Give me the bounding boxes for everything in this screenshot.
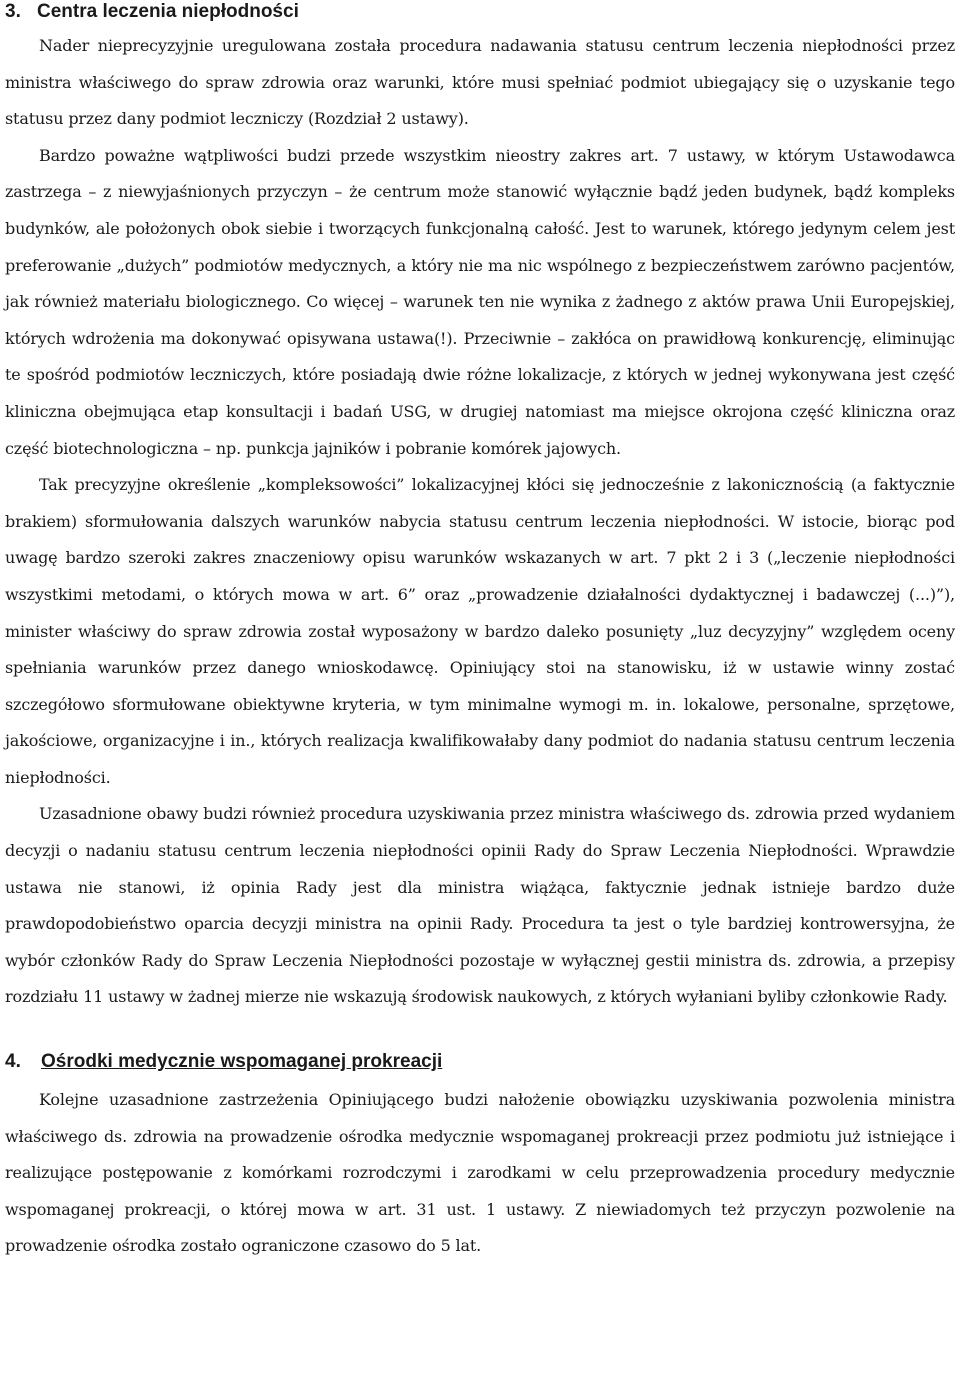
section-3-paragraph-4: Uzasadnione obawy budzi również procedura uzyskiwania przez ministra właściwego ds. zdrowia przed wydaniem decyzji o nadaniu statusu centrum leczenia niepłodności opinii Rady do Spraw Leczenia Niepłodności. Wprawdzie ustawa nie stanowi, iż opinia Rady jest dla ministra wiążąca, faktycznie jednak istnieje bardzo duże prawdopodobieństwo oparcia decyzji ministra na opinii Rady. Procedura ta jest o tyle bardziej kontrowersyjna, że wybór członków Rady do Spraw Leczenia Niepłodności pozostaje w wyłącznej gestii ministra ds. zdrowia, a przepisy rozdziału 11 ustawy w żadnej mierze nie wskazują środowisk naukowych, z których wyłaniani byliby członkowie Rady. xyxy=(5,804,955,1007)
section-4-heading xyxy=(5,1050,955,1074)
section-3-heading xyxy=(5,0,955,24)
document-page xyxy=(5,0,955,1265)
section-4-title: Ośrodki medycznie wspomaganej prokreacji xyxy=(41,1051,443,1073)
section-4-number: 4. xyxy=(5,1051,21,1073)
section-4-paragraph-1: Kolejne uzasadnione zastrzeżenia Opiniującego budzi nałożenie obowiązku uzyskiwania pozwolenia ministra właściwego ds. zdrowia na prowadzenie ośrodka medycznie wspomaganej prokreacji przez podmiotu już istniejące i realizujące postępowanie z komórkami rozrodczymi i zarodkami w celu przeprowadzenia procedury medycznie wspomaganej prokreacji, o której mowa w art. 31 ust. 1 ustawy. Z niewiadomych też przyczyn pozwolenie na prowadzenie ośrodka zostało ograniczone czasowo do 5 lat. xyxy=(5,1090,955,1256)
section-3-paragraph-3: Tak precyzyjne określenie „kompleksowości” lokalizacyjnej kłóci się jednocześnie z lakonicznością (a faktycznie brakiem) sformułowania dalszych warunków nabycia statusu centrum leczenia niepłodności. W istocie, biorąc pod uwagę bardzo szeroki zakres znaczeniowy opisu warunków wskazanych w art. 7 pkt 2 i 3 („leczenie niepłodności wszystkimi metodami, o których mowa w art. 6” oraz „prowadzenie działalności dydaktycznej i badawczej (...)”), minister właściwy do spraw zdrowia został wyposażony w bardzo daleko posunięty „luz decyzyjny” względem oceny spełniania warunków przez danego wnioskodawcę. Opiniujący stoi na stanowisku, iż w ustawie winny zostać szczegółowo sformułowane obiektywne kryteria, w tym minimalne wymogi m. in. lokalowe, personalne, sprzętowe, jakościowe, organizacyjne i in., których realizacja kwalifikowałaby dany podmiot do nadania statusu centrum leczenia niepłodności. xyxy=(5,475,955,787)
section-3-paragraph-2: Bardzo poważne wątpliwości budzi przede wszystkim nieostry zakres art. 7 ustawy, w którym Ustawodawca zastrzega – z niewyjaśnionych przyczyn – że centrum może stanowić wyłącznie bądź jeden budynek, bądź kompleks budynków, ale położonych obok siebie i tworzących funkcjonalną całość. Jest to warunek, którego jedynym celem jest preferowanie „dużych” podmiotów medycznych, a który nie ma nic wspólnego z bezpieczeństwem zarówno pacjentów, jak również materiału biologicznego. Co więcej – warunek ten nie wynika z żadnego z aktów prawa Unii Europejskiej, których wdrożenia ma dokonywać opisywana ustawa(!). Przeciwnie – zakłóca on prawidłową konkurencję, eliminując te spośród podmiotów leczniczych, które posiadają dwie różne lokalizacje, z których w jednej wykonywana jest część kliniczna obejmująca etap konsultacji i badań USG, w drugiej natomiast ma miejsce okrojona część kliniczna oraz część biotechnologiczna – np. punkcja jajników i pobranie komórek jajowych. xyxy=(5,145,955,458)
section-3-paragraph-1: Nader nieprecyzyjnie uregulowana została procedura nadawania statusu centrum leczenia niepłodności przez ministra właściwego do spraw zdrowia oraz warunki, które musi spełniać podmiot ubiegający się o uzyskanie tego statusu przez dany podmiot leczniczy (Rozdział 2 ustawy). xyxy=(5,36,955,129)
section-3-title: Centra leczenia niepłodności xyxy=(37,1,299,22)
section-3-number: 3. xyxy=(5,1,21,22)
